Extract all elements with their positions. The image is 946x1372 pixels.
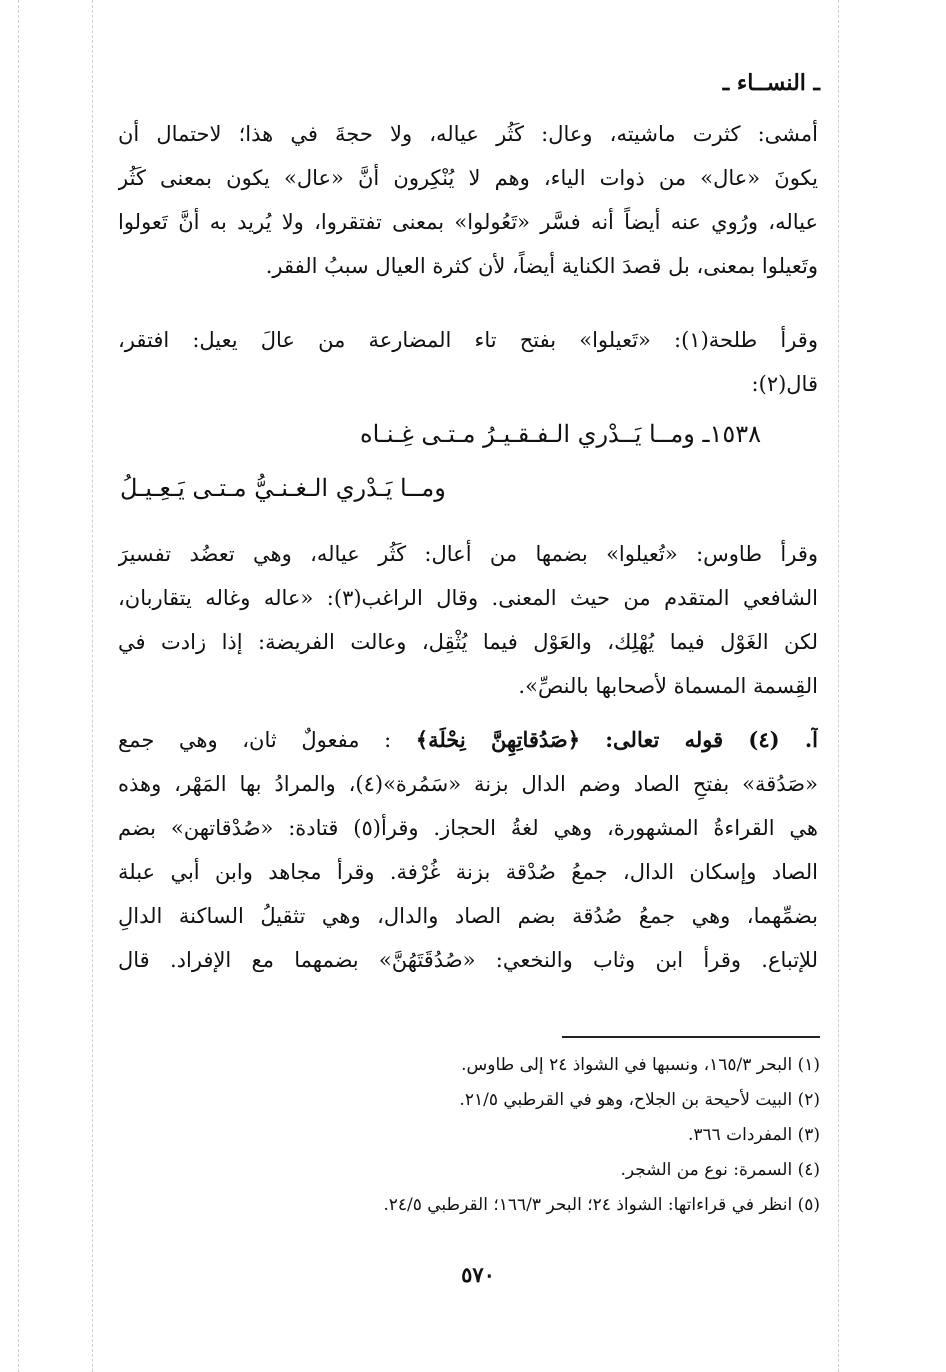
- text-line: «صَدُقة» بفتحِ الصاد وضم الدال بزنة «سَمُرة»(٤)، والمرادُ بها المَهْر، وهذه: [118, 772, 818, 796]
- footnote: (٥) انظر في قراءاتها: الشواذ ٢٤؛ البحر ١٦٦/٣؛ القرطبي ٢٤/٥.: [383, 1195, 820, 1215]
- footnotes: [180, 1048, 820, 1223]
- text-line: عياله، ورُوي عنه أيضاً أنه فسَّر «تَعُولوا» بمعنى تفتقروا، ولا يُريد به أنَّ تَعولوا: [118, 210, 818, 234]
- paragraph-3: [118, 532, 818, 708]
- footnote: (١) البحر ١٦٥/٣، ونسبها في الشواذ ٢٤ إلى طاوس.: [461, 1055, 820, 1075]
- scan-fold-line: [18, 0, 19, 1372]
- text-line: بضمِّهما، وهي جمعُ صُدُقة بضم الصاد والدال، وهي تثقيلُ الساكنة الدالِ: [118, 904, 818, 928]
- text-line: هي القراءةُ المشهورة، وهي لغةُ الحجاز. وقرأ(٥) قتادة: «صُدْقاتهن» بضم: [118, 816, 818, 840]
- paragraph-1: [118, 112, 818, 288]
- scan-fold-line: [92, 0, 93, 1372]
- paragraph-4: [118, 718, 818, 982]
- text-line: الشافعي المتقدم من حيث المعنى. وقال الراغب(٣): «عاله وغاله يتقاربان،: [118, 586, 818, 610]
- text-line: وقرأ طلحة(١): «تَعيلوا» بفتح تاء المضارعة من عالَ يعيل: افتقر،: [118, 328, 818, 352]
- text-line: [118, 718, 818, 762]
- text-line: لكن الغَوْل فيما يُهْلِك، والعَوْل فيما يُثْقِل، وعالت الفريضة: إذا زادت في: [118, 630, 818, 654]
- page-number: ٥٧٠: [461, 1262, 495, 1287]
- footnote: (٢) البيت لأحيحة بن الجلاح، وهو في القرطبي ٢١/٥.: [459, 1090, 820, 1110]
- text-line: للإتباع. وقرأ ابن وثاب والنخعي: «صُدُقَتَهُنَّ» بضمهما مع الإفراد. قال: [118, 948, 818, 972]
- text-line: الصاد وإسكان الدال، جمعُ صُدْقة بزنة غُرْفة. وقرأ مجاهد وابن أبي عبلة: [118, 860, 818, 884]
- footnote-separator: [562, 1036, 820, 1038]
- footnote: (٣) المفردات ٣٦٦.: [687, 1125, 820, 1145]
- verse-hemistich-1: ١٥٣٨ـ ومــا يَــدْري الـفـقـيـرُ مـتـى غِـنـاه: [360, 420, 762, 448]
- verse-citation: آ. (٤) قوله تعالى: ﴿صَدُقاتِهِنَّ نِحْلَة﴾: [415, 727, 818, 752]
- text-line: أمشى: كثرت ماشيته، وعال: كَثُر عياله، ولا حجةَ في هذا؛ لاحتمال أن: [118, 122, 818, 146]
- paragraph-2: [118, 318, 818, 406]
- footnote: (٤) السمرة: نوع من الشجر.: [620, 1160, 820, 1180]
- text-line: وقرأ طاوس: «تُعيلوا» بضمها من أعال: كَثُر عياله، وهي تعضُد تفسيرَ: [118, 542, 818, 566]
- text-line: قال(٢):: [751, 372, 818, 396]
- scan-fold-line: [838, 0, 839, 1372]
- text-line: القِسمة المسماة لأصحابها بالنصِّ».: [518, 674, 818, 698]
- running-head: ـ النســاء ـ: [722, 70, 820, 96]
- text-line: وتَعيلوا بمعنى، بل قصدَ الكناية أيضاً، لأن كثرة العيال سببُ الفقر.: [265, 254, 818, 278]
- text-line-part: : مفعولٌ ثان، وهي جمع: [118, 728, 392, 752]
- verse-hemistich-2: ومــا يَـدْري الـغـنـيُّ مـتـى يَـعِـيـلُ: [120, 474, 446, 502]
- text-line: يكونَ «عال» من ذوات الياء، وهم لا يُنْكِرون أنَّ «عال» يكون بمعنى كَثُر: [118, 166, 818, 190]
